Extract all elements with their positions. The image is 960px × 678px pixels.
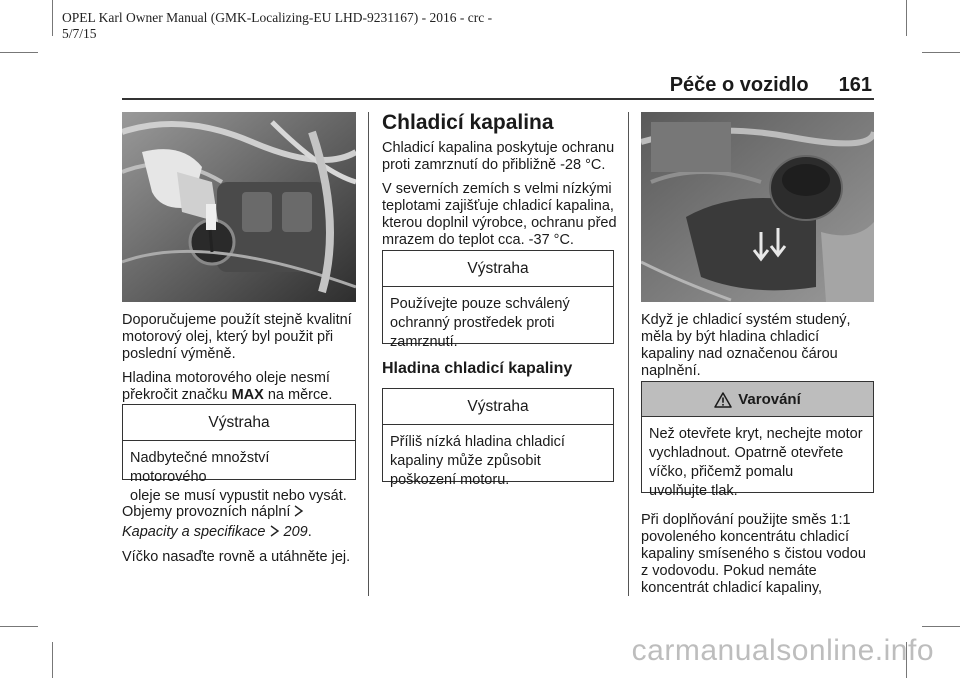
right-column-text	[641, 312, 881, 380]
engine-oil-fill-photo	[122, 112, 356, 302]
warning-box-title: Varování	[642, 382, 873, 417]
crop-mark	[906, 0, 907, 36]
max-mark-label: MAX	[231, 387, 264, 403]
crop-mark	[922, 52, 960, 53]
warning-box-body: Než otevřete kryt, nechejte motor vychladnout. Opatrně otevřete víčko, přičemž pomalu uvolňujte tlak.	[649, 426, 863, 499]
page-number: 161	[838, 74, 872, 96]
watermark: carmanualsonline.info	[631, 634, 934, 667]
left-column-text-lower	[122, 502, 362, 566]
warning-triangle-icon	[714, 392, 732, 408]
column-divider	[628, 112, 629, 596]
coolant-protection-paragraph: Chladicí kapalina poskytuje ochranu proti zamrznutí do přibližně -28 °C.	[382, 140, 615, 173]
column-divider	[368, 112, 369, 596]
caution-box-title: Výstraha	[123, 405, 355, 441]
caution-box-title: Výstraha	[383, 389, 613, 425]
coolant-reservoir-photo	[641, 112, 874, 302]
caution-box-antifreeze	[382, 250, 614, 350]
capacities-link[interactable]: Kapacity a specifikace 209	[122, 524, 308, 540]
page-header	[670, 74, 872, 97]
crop-mark	[0, 52, 38, 53]
reference-arrow-icon	[294, 505, 304, 517]
coolant-mix-paragraph: Při doplňování použijte směs 1:1 povoleného koncentrátu chladicí kapaliny smíseného s čistou vodou z vodovodu. Pokud nemáte koncentrát chladicí kapaliny,	[641, 512, 866, 596]
caution-box-body: Používejte pouze schválený ochranný prostředek proti zamrznutí.	[390, 296, 570, 350]
header-rule	[122, 98, 874, 100]
coolant-heading: Chladicí kapalina	[382, 111, 554, 134]
caution-box-body: Nadbytečné množství motorového oleje se musí vypustit nebo vysát.	[130, 450, 347, 504]
crop-mark	[0, 626, 38, 627]
caution-box-oil	[122, 404, 356, 504]
caution-box-body: Příliš nízká hladina chladicí kapaliny může způsobit poškození motoru.	[390, 434, 565, 488]
manual-identifier: OPEL Karl Owner Manual (GMK-Localizing-EU LHD-9231167) - 2016 - crc - 5/7/15	[62, 10, 493, 41]
capacities-reference: Objemy provozních náplní Kapacity a specifikace 209.	[122, 504, 312, 540]
coolant-level-subheading: Hladina chladicí kapaliny	[382, 360, 573, 377]
coolant-level-paragraph: Když je chladicí systém studený, měla by být hladina chladicí kapaliny nad označenou čárou naplnění.	[641, 312, 851, 379]
middle-column-text	[382, 140, 622, 249]
engine-oil-fill-illustration	[122, 112, 356, 302]
section-title: Péče o vozidlo	[669, 74, 809, 96]
caution-box-low-coolant	[382, 388, 614, 488]
crop-mark	[52, 642, 53, 678]
warning-box	[641, 381, 874, 499]
crop-mark	[52, 0, 53, 36]
reference-arrow-icon	[270, 525, 280, 537]
coolant-reservoir-illustration	[641, 112, 874, 302]
oil-level-paragraph: Hladina motorového oleje nesmí překročit značku MAX na měrce.	[122, 370, 333, 403]
cap-instruction: Víčko nasaďte rovně a utáhněte jej.	[122, 549, 351, 565]
oil-recommendation-paragraph: Doporučujeme použít stejně kvalitní motorový olej, který byl použit při poslední výměně.	[122, 312, 352, 362]
northern-countries-paragraph: V severních zemích s velmi nízkými teplotami zajišťuje chladicí kapalina, kterou doplnil výrobce, ochranu před mrazem do teplot cca. -37 °C.	[382, 181, 617, 248]
right-column-text-lower	[641, 512, 881, 597]
caution-box-title: Výstraha	[383, 251, 613, 287]
crop-mark	[922, 626, 960, 627]
left-column-text	[122, 312, 362, 404]
